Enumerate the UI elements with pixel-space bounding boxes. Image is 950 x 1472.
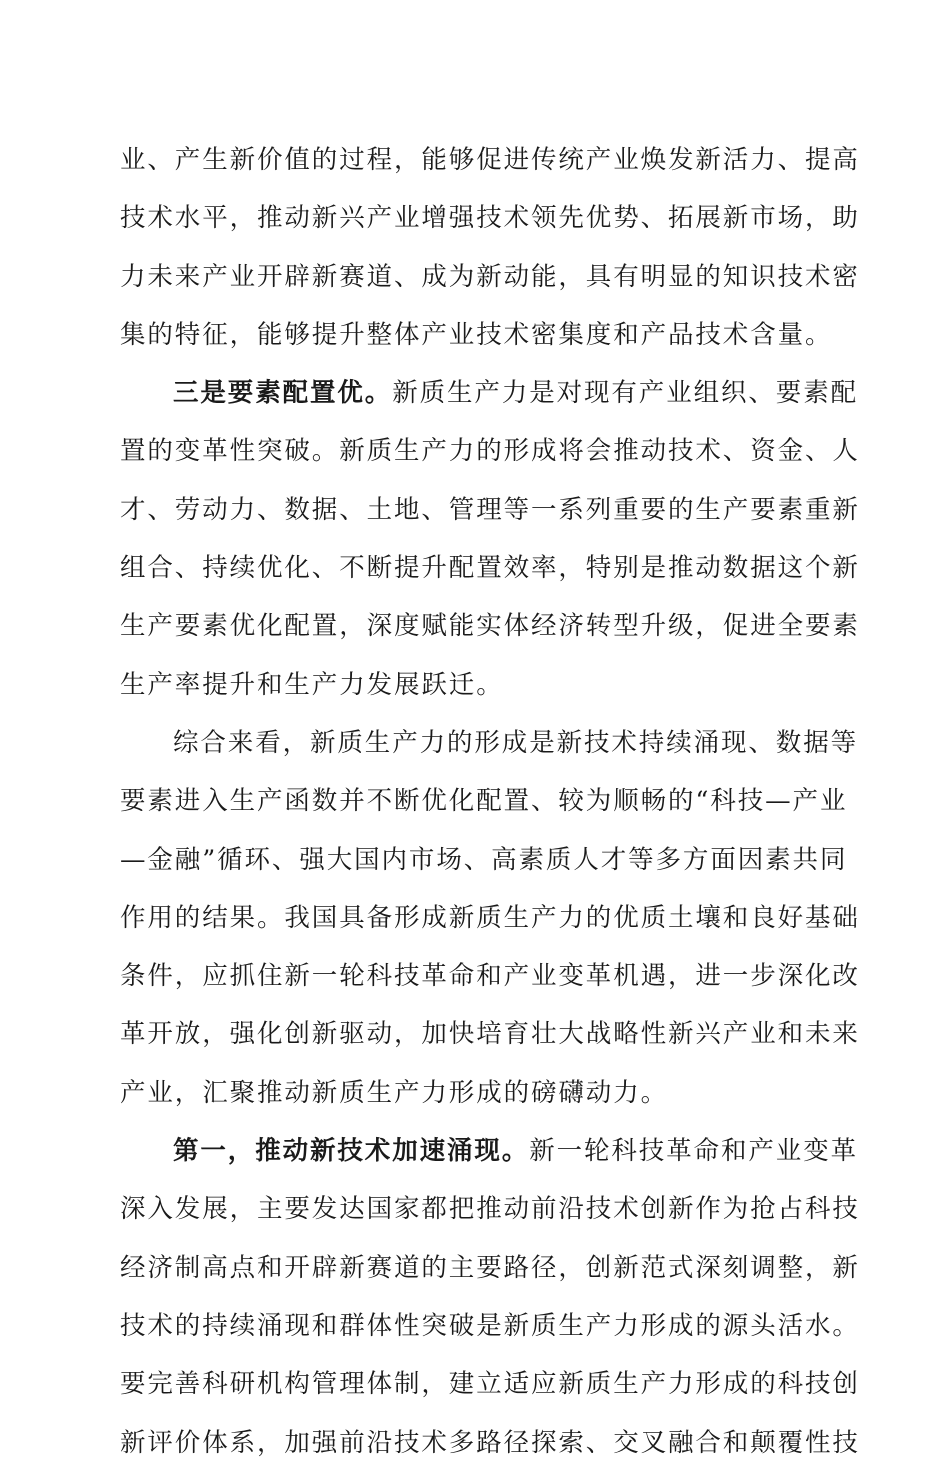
paragraph-lead-heading: 三是要素配置优。 <box>173 378 393 409</box>
text-line: 生产要素优化配置，深度赋能实体经济转型升级，促进全要素 <box>120 611 860 642</box>
text-line: 力未来产业开辟新赛道、成为新动能，具有明显的知识技术密 <box>120 261 860 292</box>
text-line: 要素进入生产函数并不断优化配置、较为顺畅的“科技—产业 <box>120 786 848 817</box>
text-line: 业、产生新价值的过程，能够促进传统产业焕发新活力、提高 <box>120 145 860 175</box>
text-line: 新评价体系，加强前沿技术多路径探索、交叉融合和颠覆性技 <box>120 1427 860 1458</box>
text-line: 组合、持续优化、不断提升配置效率，特别是推动数据这个新 <box>120 553 860 584</box>
text-line: 置的变革性突破。新质生产力的形成将会推动技术、资金、人 <box>120 436 860 467</box>
text-line: 深入发展，主要发达国家都把推动前沿技术创新作为抢占科技 <box>120 1194 860 1225</box>
text-line: 综合来看，新质生产力的形成是新技术持续涌现、数据等 <box>173 727 859 758</box>
paragraph-first-measure <box>120 1122 860 1472</box>
text-line: 生产率提升和生产力发展跃迁。 <box>120 669 504 700</box>
text-line: 才、劳动力、数据、土地、管理等一系列重要的生产要素重新 <box>120 494 860 525</box>
text-line: 条件，应抓住新一轮科技革命和产业变革机遇，进一步深化改 <box>120 961 860 992</box>
text-line: 要完善科研机构管理体制，建立适应新质生产力形成的科技创 <box>120 1369 860 1400</box>
text-line: 革开放，强化创新驱动，加快培育壮大战略性新兴产业和未来 <box>120 1019 860 1050</box>
text-run: 新质生产力是对现有产业组织、要素配 <box>392 378 859 409</box>
text-line <box>120 1122 859 1180</box>
text-line: 产业，汇聚推动新质生产力形成的磅礴动力。 <box>120 1077 669 1108</box>
text-line: 经济制高点和开辟新赛道的主要路径，创新范式深刻调整，新 <box>120 1252 860 1283</box>
text-line: 集的特征，能够提升整体产业技术密集度和产品技术含量。 <box>120 319 833 350</box>
paragraph-summary <box>120 714 860 1122</box>
text-line: 技术的持续涌现和群体性突破是新质生产力形成的源头活水。 <box>120 1310 860 1341</box>
paragraph-factor-allocation <box>120 364 860 714</box>
text-line: —金融”循环、强大国内市场、高素质人才等多方面因素共同 <box>120 844 848 875</box>
paragraph-continued <box>120 131 860 364</box>
text-line: 技术水平，推动新兴产业增强技术领先优势、拓展新市场，助 <box>120 203 860 234</box>
text-run: 新一轮科技革命和产业变革 <box>529 1136 859 1167</box>
paragraph-lead-heading: 第一，推动新技术加速涌现。 <box>173 1136 530 1167</box>
text-line: 作用的结果。我国具备形成新质生产力的优质土壤和良好基础 <box>120 902 860 933</box>
text-line <box>120 364 859 422</box>
